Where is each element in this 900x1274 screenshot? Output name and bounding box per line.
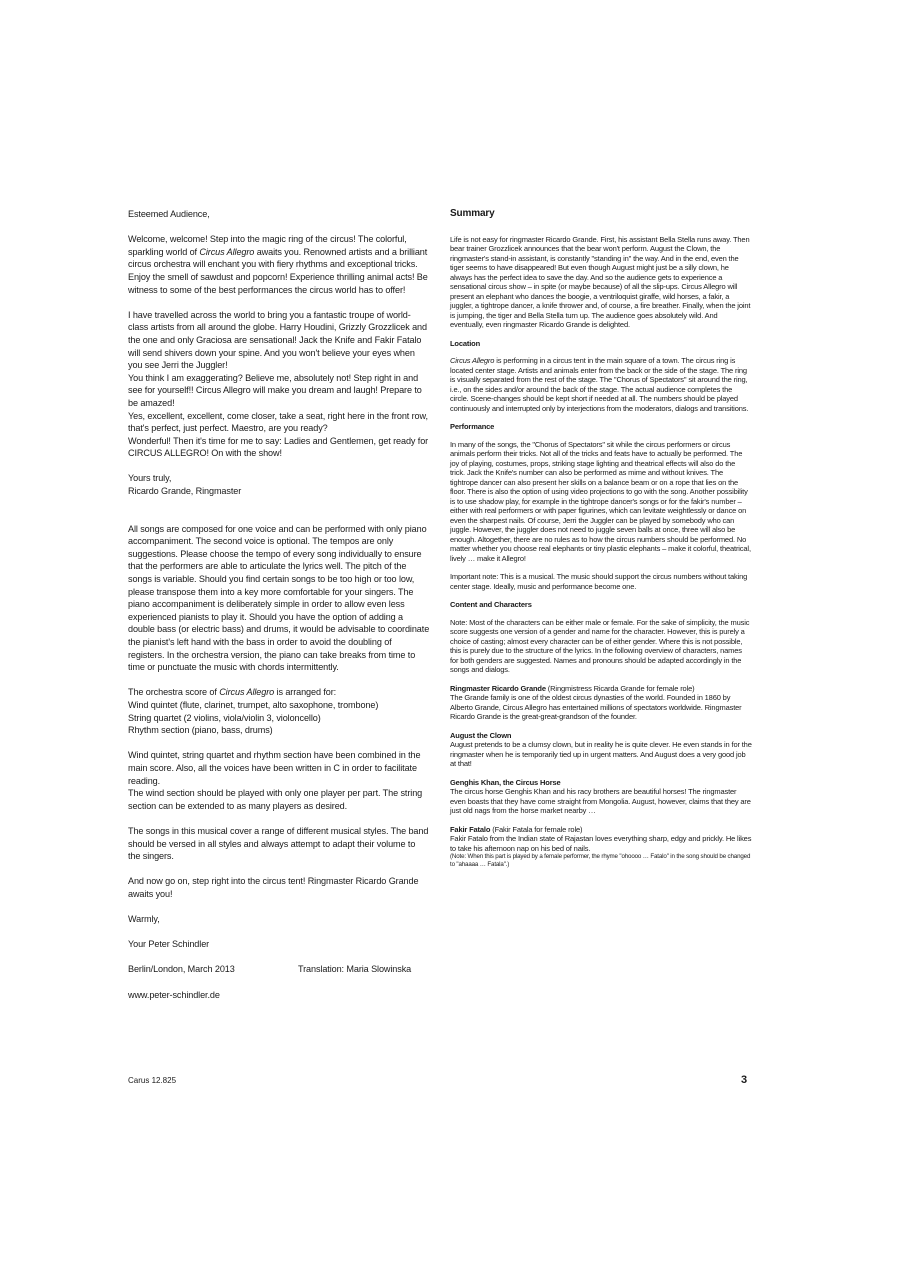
letter-paragraph-front-row: Yes, excellent, excellent, come closer, take a seat, right here in the front row, that's perfect, just perfect. Maestro, are you ready? [128,410,428,434]
author: Your Peter Schindler [128,939,210,950]
character-genghis-title: Genghis Khan, the Circus Horse [450,777,561,787]
notes-paragraph-combined: Wind quintet, string quartet and rhythm section have been combined in the main score. Also, all the voices have been written in C in order to facilitate reading. [128,750,421,786]
summary-text: Life is not easy for ringmaster Ricardo Grande. First, his assistant Bella Stella runs away. Then bear trainer Grozzlicek announces that the bear won't perform. August the Clown, the ringmaster's stand-in assistant, is constantly "standing in" the way. And in the end, even the tiger seems to have disappeared! But even though August might just be a silly clown, he always has the perfect idea to save the day. And so the audience gets to experience a sensational circus show – in spite (or maybe because) of all the slip-ups. Circus Allegro will present an elephant who dances the boogie, a ventriloquist giraffe, wild horses, a fakir, a juggler, a tightrope dancer, a knife thrower and, of course, a fire breather. Finally, when the joint is jumping, the tiger and Bella Stella turn up. The audience goes absolutely wild. And eventually, even ringmaster Ricardo Grande is delighted. [450,234,751,329]
translation-credit: Translation: Maria Slowinska [298,964,412,975]
character-fakir-text: Fakir Fatalo from the Indian state of Rajastan loves everything sharp, edgy and prickly. He likes to take his afternoon nap on his bed of nails. [450,834,752,853]
score-rhythm: Rhythm section (piano, bass, drums) [128,725,273,736]
character-genghis-text: The circus horse Genghis Khan and his racy brothers are beautiful horses! The ringmaster even boasts that they have come straight from Mongolia. August, however, claims that they are just old nags from the horse market nearby … [450,787,751,815]
location-text: Circus Allegro is performing in a circus tent in the main square of a town. The circus ring is located center stage. Artists and animals enter from the back or the side of the stage. The ring is visually separated from the rest of the stage. The "Chorus of Spectators" sit around the ring, i.e., on the sides and/or around the back of the stage. The actual audience completes the circle. Scene-changes should be kept short if needed at all. The numbers should be played continuously and interrupted only by interjections from the moderators, dialogs and transitions. [450,356,749,413]
summary-column [450,209,752,869]
character-fakir-title: Fakir Fatalo (Fakir Fatala for female role) [450,824,583,834]
performance-text: In many of the songs, the "Chorus of Spectators" sit while the circus performers or circus animals perform their tricks. Not all of the tricks and feats have to actually be performed. The joy of playing, costumes, props, striking stage lighting and theatrical effects will also do the trick. Jack the Knife's number can also be performed as mime and without knives. The tightrope dancer can also present her skills on a balance beam or on a rope that lies on the floor. There is also the option of using video projections to go with the song. Another possibility is to use shadow play, for example in the tightrope dancer's songs or for the fakir's number – either with real performers or with paper figurines, which can levitate weightlessly or dance on even the sharpest nails. Of course, Jerri the Juggler can be played by somebody who can juggle. However, the juggler does not need to juggle seven balls at once, three will also be enough. Altogether, there are no rules as to how the circus numbers should be performed. No matter whether you choose real elephants or tiny plastic elephants – make it colorful, theatrical, lively … make it Allegro! [450,439,751,563]
notes-paragraph-songs: All songs are composed for one voice and can be performed with only piano accompaniment. The second voice is optional. The tempos are only suggestions. Please choose the tempo of every song individually to ensure that the performers are able to articulate the lyrics well. The pitch of the songs is variable. Should you find certain songs to be too high or too low, please transpose them into a key more comfortable for your singers. The piano accompaniment is deliberately simple in order to allow even less experienced pianists to play it. Should you have the option of adding a double bass (or electric bass) and drums, it would be advisable to coordinate the pianist's left hand with the bass in order to avoid the doubling of registers. In the orchestra version, the piano can take breaks from time to time or punctuate the music with chords intermittently. [128,523,430,673]
place-date-row [128,963,430,976]
location-heading: Location [450,338,481,348]
notes-paragraph-sections: The wind section should be played with only one player per part. The string section can be extended to as many players as desired. [128,788,423,811]
characters-intro: Note: Most of the characters can be either male or female. For the sake of simplicity, the music score suggests one version of a gender and name for the character. However, this is purely a choice of casting; almost every character can be of either gender. Where this is not possible, this is purely due to the structure of the lyrics. In the following overview of characters, names for both genders are suggested. Names and pronouns should be adapted accordingly in the songs and dialogs. [450,617,750,674]
performance-heading: Performance [450,422,495,431]
catalog-number: Carus 12.825 [128,1076,177,1085]
letter-paragraph-welcome: Welcome, welcome! Step into the magic ring of the circus! The colorful, sparkling world of Circus Allegro awaits you. Renowned artists and a brilliant circus orchestra will enchant you with fiery rhythms and exceptional tricks. Enjoy the smell of sawdust and popcorn! Experience thrilling animal acts! Be witness to some of the best performances the circus world has to offer! [128,234,428,295]
letter-column [128,208,430,1001]
character-august-title: August the Clown [450,730,512,740]
character-fakir-note: (Note: When this part is played by a female performer, the rhyme "ohoooo … Fatalo" in the song should be changed to "ahaaaa … Fatala".) [450,853,751,868]
summary-heading: Summary [450,208,495,219]
letter-paragraph-exaggerating: You think I am exaggerating? Believe me, absolutely not! Step right in and see for yourself!! Circus Allegro will make you dream and laugh! Prepare to be amazed! [128,372,422,408]
notes-paragraph-go-on: And now go on, step right into the circus tent! Ringmaster Ricardo Grande awaits you! [128,876,419,899]
salutation: Esteemed Audience, [128,209,210,219]
characters-heading: Content and Characters [450,600,532,609]
notes-paragraph-styles: The songs in this musical cover a range of different musical styles. The band should be versed in all styles and always attempt to adapt their volume to the singers. [128,825,429,862]
website-link[interactable]: www.peter-schindler.de [128,989,220,1000]
score-intro: The orchestra score of Circus Allegro is arranged for: [128,687,337,698]
letter-paragraph-show: Wonderful! Then it's time for me to say: Ladies and Gentlemen, get ready for CIRCUS ALLEGRO! On with the show! [128,435,429,459]
letter-paragraph-troupe: I have travelled across the world to bring you a fantastic troupe of world-class artists from all around the globe. Harry Houdini, Grizzly Grozzlicek and the one and only Graciosa are sensational! Jack the Knife and Fakir Fatalo will send shivers down your spine. And you won't believe your eyes when you see Jerri the Juggler! [128,309,427,371]
character-august-text: August pretends to be a clumsy clown, but in reality he is quite clever. He even stands in for the ringmaster when he is temporarily tied up in urgent matters. And August does a very good job at that! [450,740,752,768]
character-ringmaster-title: Ringmaster Ricardo Grande (Ringmistress Ricarda Grande for female role) [450,683,695,693]
score-strings: String quartet (2 violins, viola/violin 3, violoncello) [128,712,321,723]
page-number: 3 [741,1074,748,1086]
character-ringmaster-text: The Grande family is one of the oldest circus dynasties of the world. Founded in 1860 by Alberto Grande, Circus Allegro has entertained millions of spectators worldwide. Ringmaster Ricardo Grande is the great-great-grandson of the founder. [450,693,742,721]
closing: Yours truly, [128,473,172,484]
signature: Ricardo Grande, Ringmaster [128,486,242,497]
warmly: Warmly, [128,914,160,925]
performance-note: Important note: This is a musical. The music should support the circus numbers without taking center stage. Ideally, music and performance become one. [450,572,748,591]
score-wind: Wind quintet (flute, clarinet, trumpet, alto saxophone, trombone) [128,699,379,710]
place-date: Berlin/London, March 2013 [128,964,235,975]
